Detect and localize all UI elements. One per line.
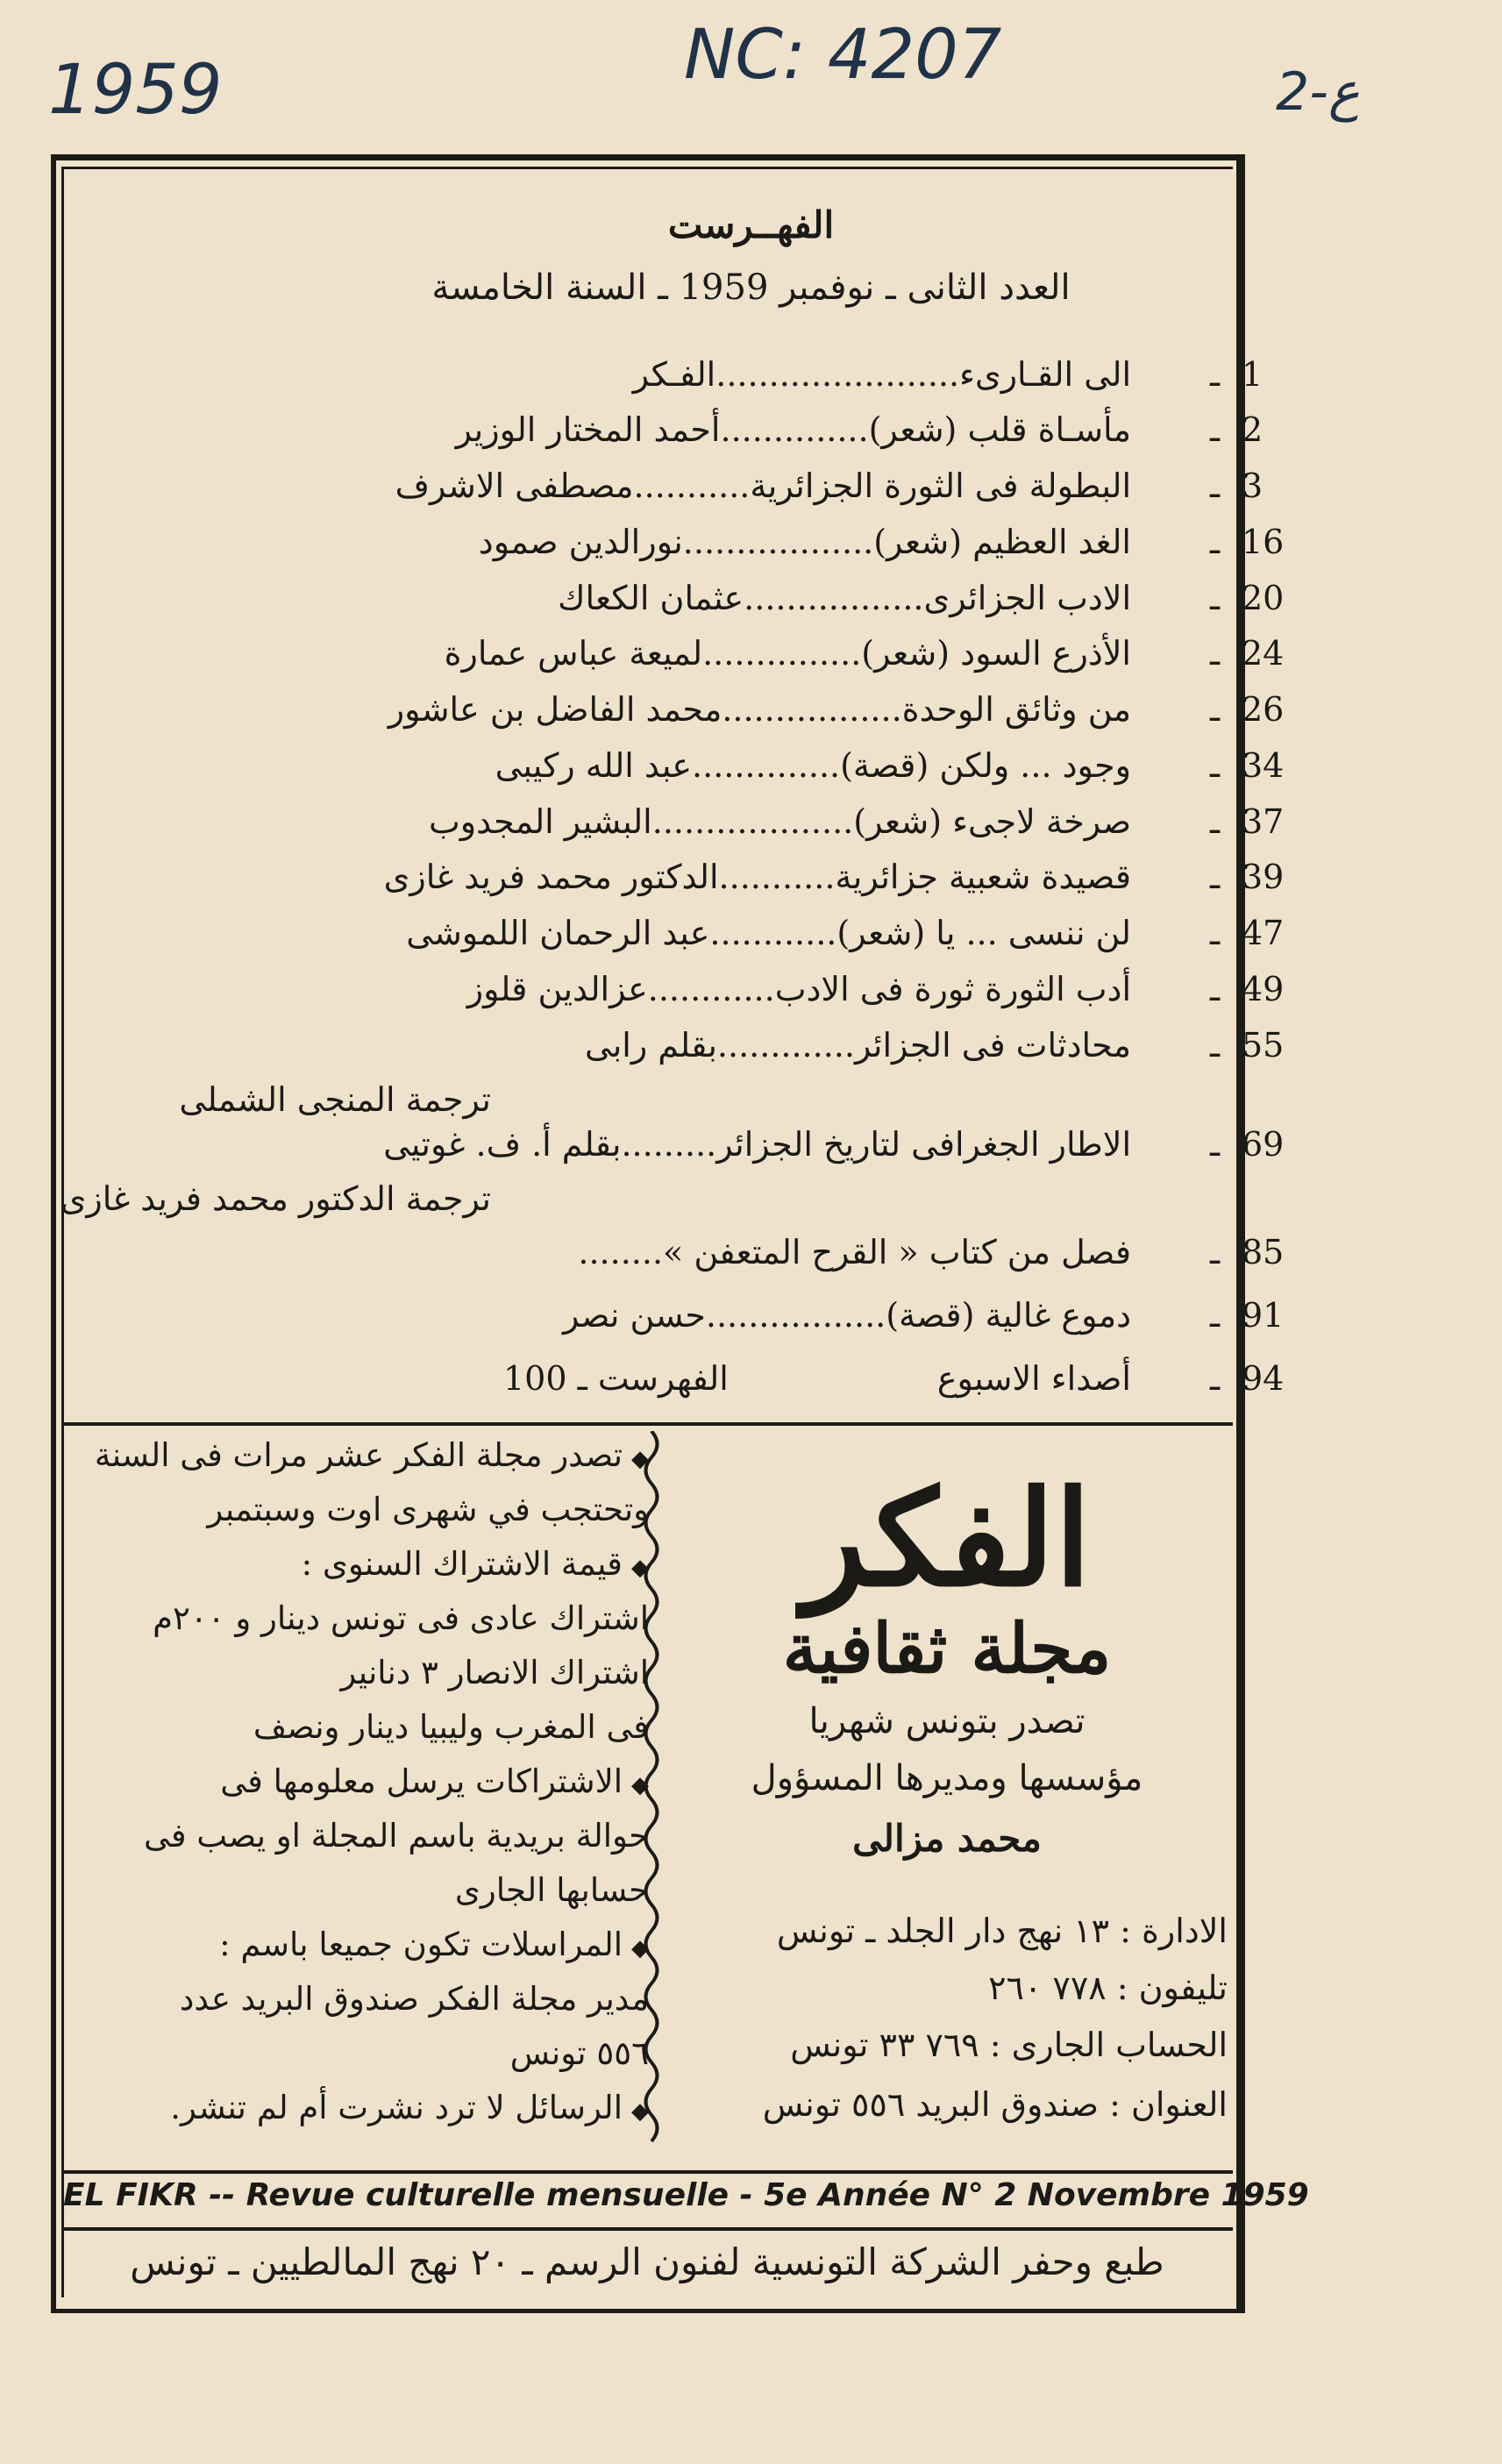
toc-title: الفهــرست [667, 203, 835, 246]
magazine-logo: الفكر [802, 1462, 1092, 1616]
info-line: ◆تصدر مجلة الفكر عشر مرات فى السنة [94, 1436, 649, 1474]
toc-row: 3 ـ البطولة فى الثورة الجزائرية...........مصطفى الاشرف [395, 466, 1264, 505]
info-line: فى المغرب وليبيا دينار ونصف [253, 1708, 649, 1746]
toc-row: 47 ـ لن ننسى ... يا (شعر)............عبد الرحمان اللموشى [406, 914, 1285, 952]
toc-row: 37 ـ صرخة لاجىء (شعر)...................البشير المجدوب [429, 802, 1285, 841]
handwritten-reference: ع-2 [1276, 61, 1360, 123]
director-name: محمد مزالى [852, 1817, 1042, 1860]
handwritten-catalog-number: NC: 4207 [684, 16, 1002, 95]
toc-row: 20 ـ الادب الجزائرى.................عثمان الكعاك [558, 579, 1285, 617]
info-line: ◆المراسلات تكون جميعا باسم : [219, 1926, 649, 1963]
publication-frequency: تصدر بتونس شهريا [808, 1701, 1086, 1741]
toc-row: 85 ـ فصل من كتاب « القرح المتعفن »........ [578, 1233, 1285, 1271]
info-line: اشتراك عادى فى تونس دينار و ٢٠٠م [153, 1599, 649, 1637]
frame-left-rule [51, 154, 56, 2313]
toc-row: 34 ـ وجود ... ولكن (قصة)..............عبد الله ركيبى [495, 746, 1285, 785]
toc-row: 55 ـ محادثات فى الجزائر.............بقلم رابى ترجمة المنجى الشملى [179, 1026, 1285, 1119]
section-divider [61, 1422, 1233, 1426]
info-line: ◆قيمة الاشتراك السنوى : [301, 1545, 649, 1583]
admin-address: الادارة : ١٣ نهج دار الجلد ـ تونس [776, 1912, 1228, 1950]
toc-row: 91 ـ دموع غالية (قصة).................حسن نصر [562, 1296, 1285, 1335]
toc-translator: ترجمة المنجى الشملى [179, 1080, 491, 1119]
inner-top-rule [61, 167, 1233, 169]
current-account: الحساب الجارى : ٧٦٩ ٣٣ تونس [790, 2026, 1228, 2064]
toc-row: 1 ـ الى القـارىء.......................الفـكر [632, 355, 1264, 394]
toc-row: 94 ـ أصداء الاسبوع [936, 1359, 1285, 1398]
toc-row: 69 ـ الاطار الجغرافى لتاريخ الجزائر.........بقلم أ. ف. غوتيى ترجمة الدكتور محمد فريد غازى [60, 1125, 1285, 1218]
founder-label: مؤسسها ومديرها المسؤول [751, 1758, 1143, 1798]
magazine-tagline: مجلة ثقافية [782, 1609, 1112, 1689]
info-line: ◆الاشتراكات يرسل معلومها فى [220, 1763, 649, 1800]
toc-row-extra: الفهرست ـ 100 [503, 1359, 729, 1398]
magazine-masthead [666, 1438, 1228, 2157]
section-divider [61, 2170, 1233, 2174]
toc-row: 16 ـ الغد العظيم (شعر)..................نورالدين صمود [478, 523, 1285, 561]
info-line: مدير مجلة الفكر صندوق البريد عدد [179, 1980, 649, 2018]
handwritten-year: 1959 [48, 51, 223, 130]
phone-number: تليفون : ٧٧٨ ٢٦٠ [988, 1969, 1228, 2007]
toc-row: 24 ـ الأذرع السود (شعر)...............لميعة عباس عمارة [444, 634, 1285, 673]
info-line: حوالة بريدية باسم المجلة او يصب فى [143, 1817, 649, 1855]
postal-address: العنوان : صندوق البريد ٥٥٦ تونس [762, 2085, 1228, 2124]
toc-translator: ترجمة الدكتور محمد فريد غازى [60, 1179, 491, 1218]
info-line: ٥٥٦ تونس [509, 2034, 649, 2072]
toc-row: 49 ـ أدب الثورة ثورة فى الادب............عزالدين قلوز [466, 970, 1285, 1008]
french-masthead-line: EL FIKR -- Revue culturelle mensuelle - 5e Année N° 2 Novembre 1959 [63, 2177, 1309, 2213]
toc-row: 2 ـ مأسـاة قلب (شعر)..............أحمد المختار الوزير [455, 410, 1264, 449]
info-line: حسابها الجارى [454, 1871, 649, 1909]
toc-row: 26 ـ من وثائق الوحدة.................محمد الفاضل بن عاشور [388, 690, 1285, 729]
info-line: وتحتجب في شهرى اوت وسبتمبر [207, 1491, 649, 1528]
section-divider [61, 2227, 1233, 2231]
printer-credit: طبع وحفر الشركة التونسية لفنون الرسم ـ ٢٠ نهج المالطيين ـ تونس [130, 2240, 1164, 2283]
toc-row: 39 ـ قصيدة شعبية جزائرية...........الدكتور محمد فريد غازى [383, 858, 1285, 896]
info-line: ◆الرسائل لا ترد نشرت أم لم تنشر. [170, 2089, 649, 2126]
toc-subtitle: العدد الثانى ـ نوفمبر 1959 ـ السنة الخامسة [431, 267, 1071, 308]
info-line: اشتراك الانصار ٣ دنانير [340, 1654, 649, 1691]
